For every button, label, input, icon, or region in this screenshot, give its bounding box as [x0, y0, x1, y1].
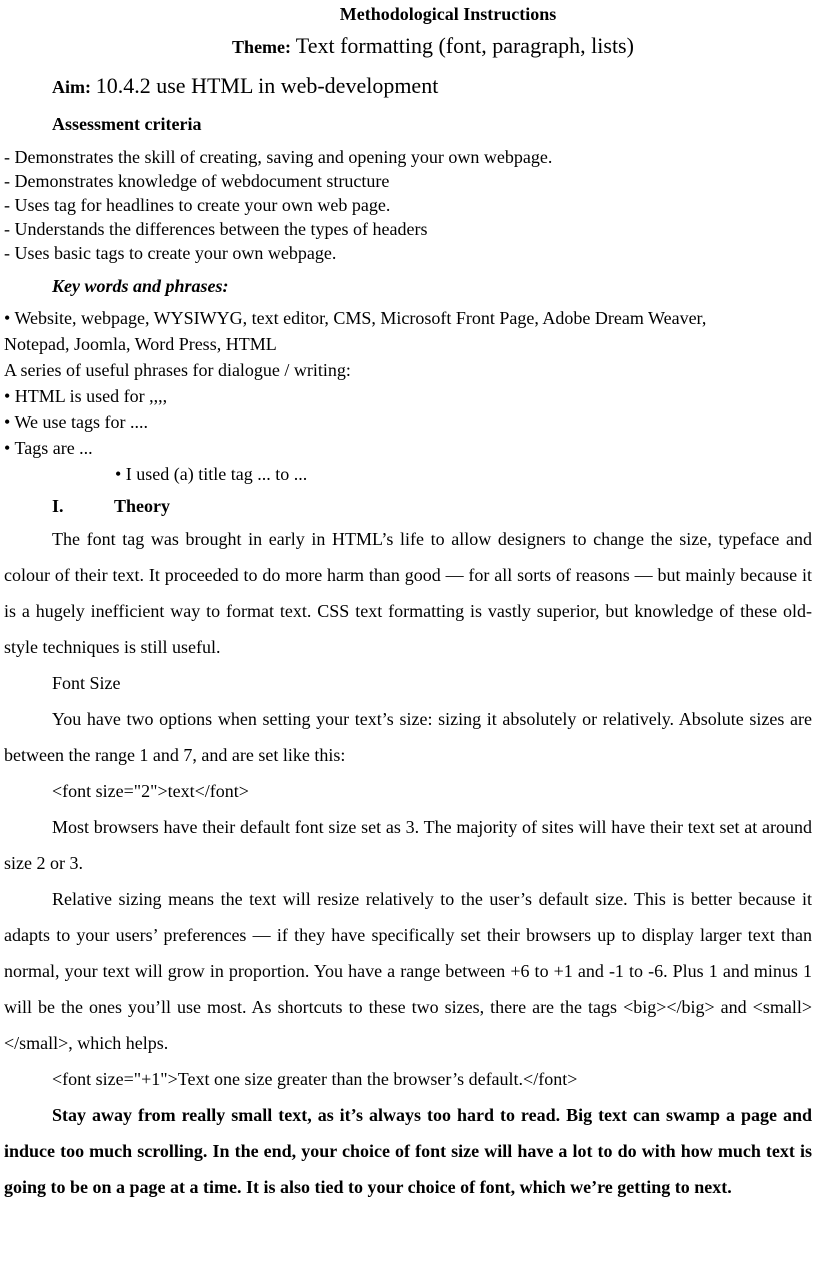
theory-paragraph-4: Relative sizing means the text will resize relatively to the user’s default size. This is better because it adapts to your users’ preferences — if they have specifically set their browsers up to display larger text than normal, your text will grow in proportion. You have a range between +6 to +1 and -1 to -6. Plus 1 and minus 1 will be the ones you’ll use most. As shortcuts to these two sizes, there are the tags <big></big> and <small></small>, which helps. [4, 889, 812, 1053]
keywords-line: • Website, webpage, WYSIWYG, text editor, CMS, Microsoft Front Page, Adobe Dream Weaver, [4, 308, 707, 328]
code-example-1: <font size="2">text</font> [52, 781, 249, 801]
theme-label: Theme [232, 37, 286, 57]
aim-label: Aim [52, 77, 85, 97]
keywords-line: Notepad, Joomla, Word Press, HTML [4, 334, 277, 354]
theory-paragraph-2: You have two options when setting your text’s size: sizing it absolutely or relatively. Absolute sizes are between the range 1 and 7, and are set like this: [4, 709, 812, 765]
assessment-list [4, 145, 812, 265]
theory-heading [4, 491, 812, 521]
theme-line [4, 31, 812, 63]
keywords-line: • Tags are ... [4, 438, 93, 458]
theory-paragraph-5: Stay away from really small text, as it’s always too hard to read. Big text can swamp a page and induce too much scrolling. In the end, your choice of font size will have a lot to do with how much text is going to be on a page at a time. It is also tied to your choice of font, which we’re getting to next. [4, 1105, 812, 1197]
assessment-item: - Uses basic tags to create your own webpage. [4, 243, 337, 263]
keywords-title: Key words and phrases: [52, 276, 229, 296]
assessment-item: - Uses tag for headlines to create your own web page. [4, 195, 391, 215]
keywords-body [4, 305, 812, 487]
assessment-item: - Demonstrates knowledge of webdocument structure [4, 171, 390, 191]
theory-number: I. [52, 496, 64, 516]
aim-value: 10.4.2 use HTML in web-development [95, 73, 439, 98]
assessment-item: - Demonstrates the skill of creating, saving and opening your own webpage. [4, 147, 553, 167]
keywords-line: A series of useful phrases for dialogue / writing: [4, 360, 351, 380]
theme-value: Text formatting (font, paragraph, lists) [295, 33, 634, 58]
font-size-heading: Font Size [52, 673, 121, 693]
keywords-indented-line: • I used (a) title tag ... to ... [115, 464, 308, 484]
keywords-line: • HTML is used for ,,,, [4, 386, 168, 406]
aim-colon: : [85, 77, 91, 97]
assessment-title: Assessment criteria [52, 114, 202, 134]
theory-title: Theory [114, 496, 170, 516]
theme-colon: : [285, 37, 292, 57]
code-example-2: <font size="+1">Text one size greater than the browser’s default.</font> [52, 1069, 578, 1089]
assessment-item: - Understands the differences between the types of headers [4, 219, 428, 239]
document-title: Methodological Instructions [339, 4, 557, 24]
aim-line [4, 71, 812, 103]
theory-paragraph-3: Most browsers have their default font size set as 3. The majority of sites will have their text set at around size 2 or 3. [4, 817, 812, 873]
keywords-line: • We use tags for .... [4, 412, 148, 432]
theory-paragraph-1: The font tag was brought in early in HTML’s life to allow designers to change the size, typeface and colour of their text. It proceeded to do more harm than good — for all sorts of reasons — but mainly because it is a hugely inefficient way to format text. CSS text formatting is vastly superior, but knowledge of these old-style techniques is still useful. [4, 529, 812, 657]
